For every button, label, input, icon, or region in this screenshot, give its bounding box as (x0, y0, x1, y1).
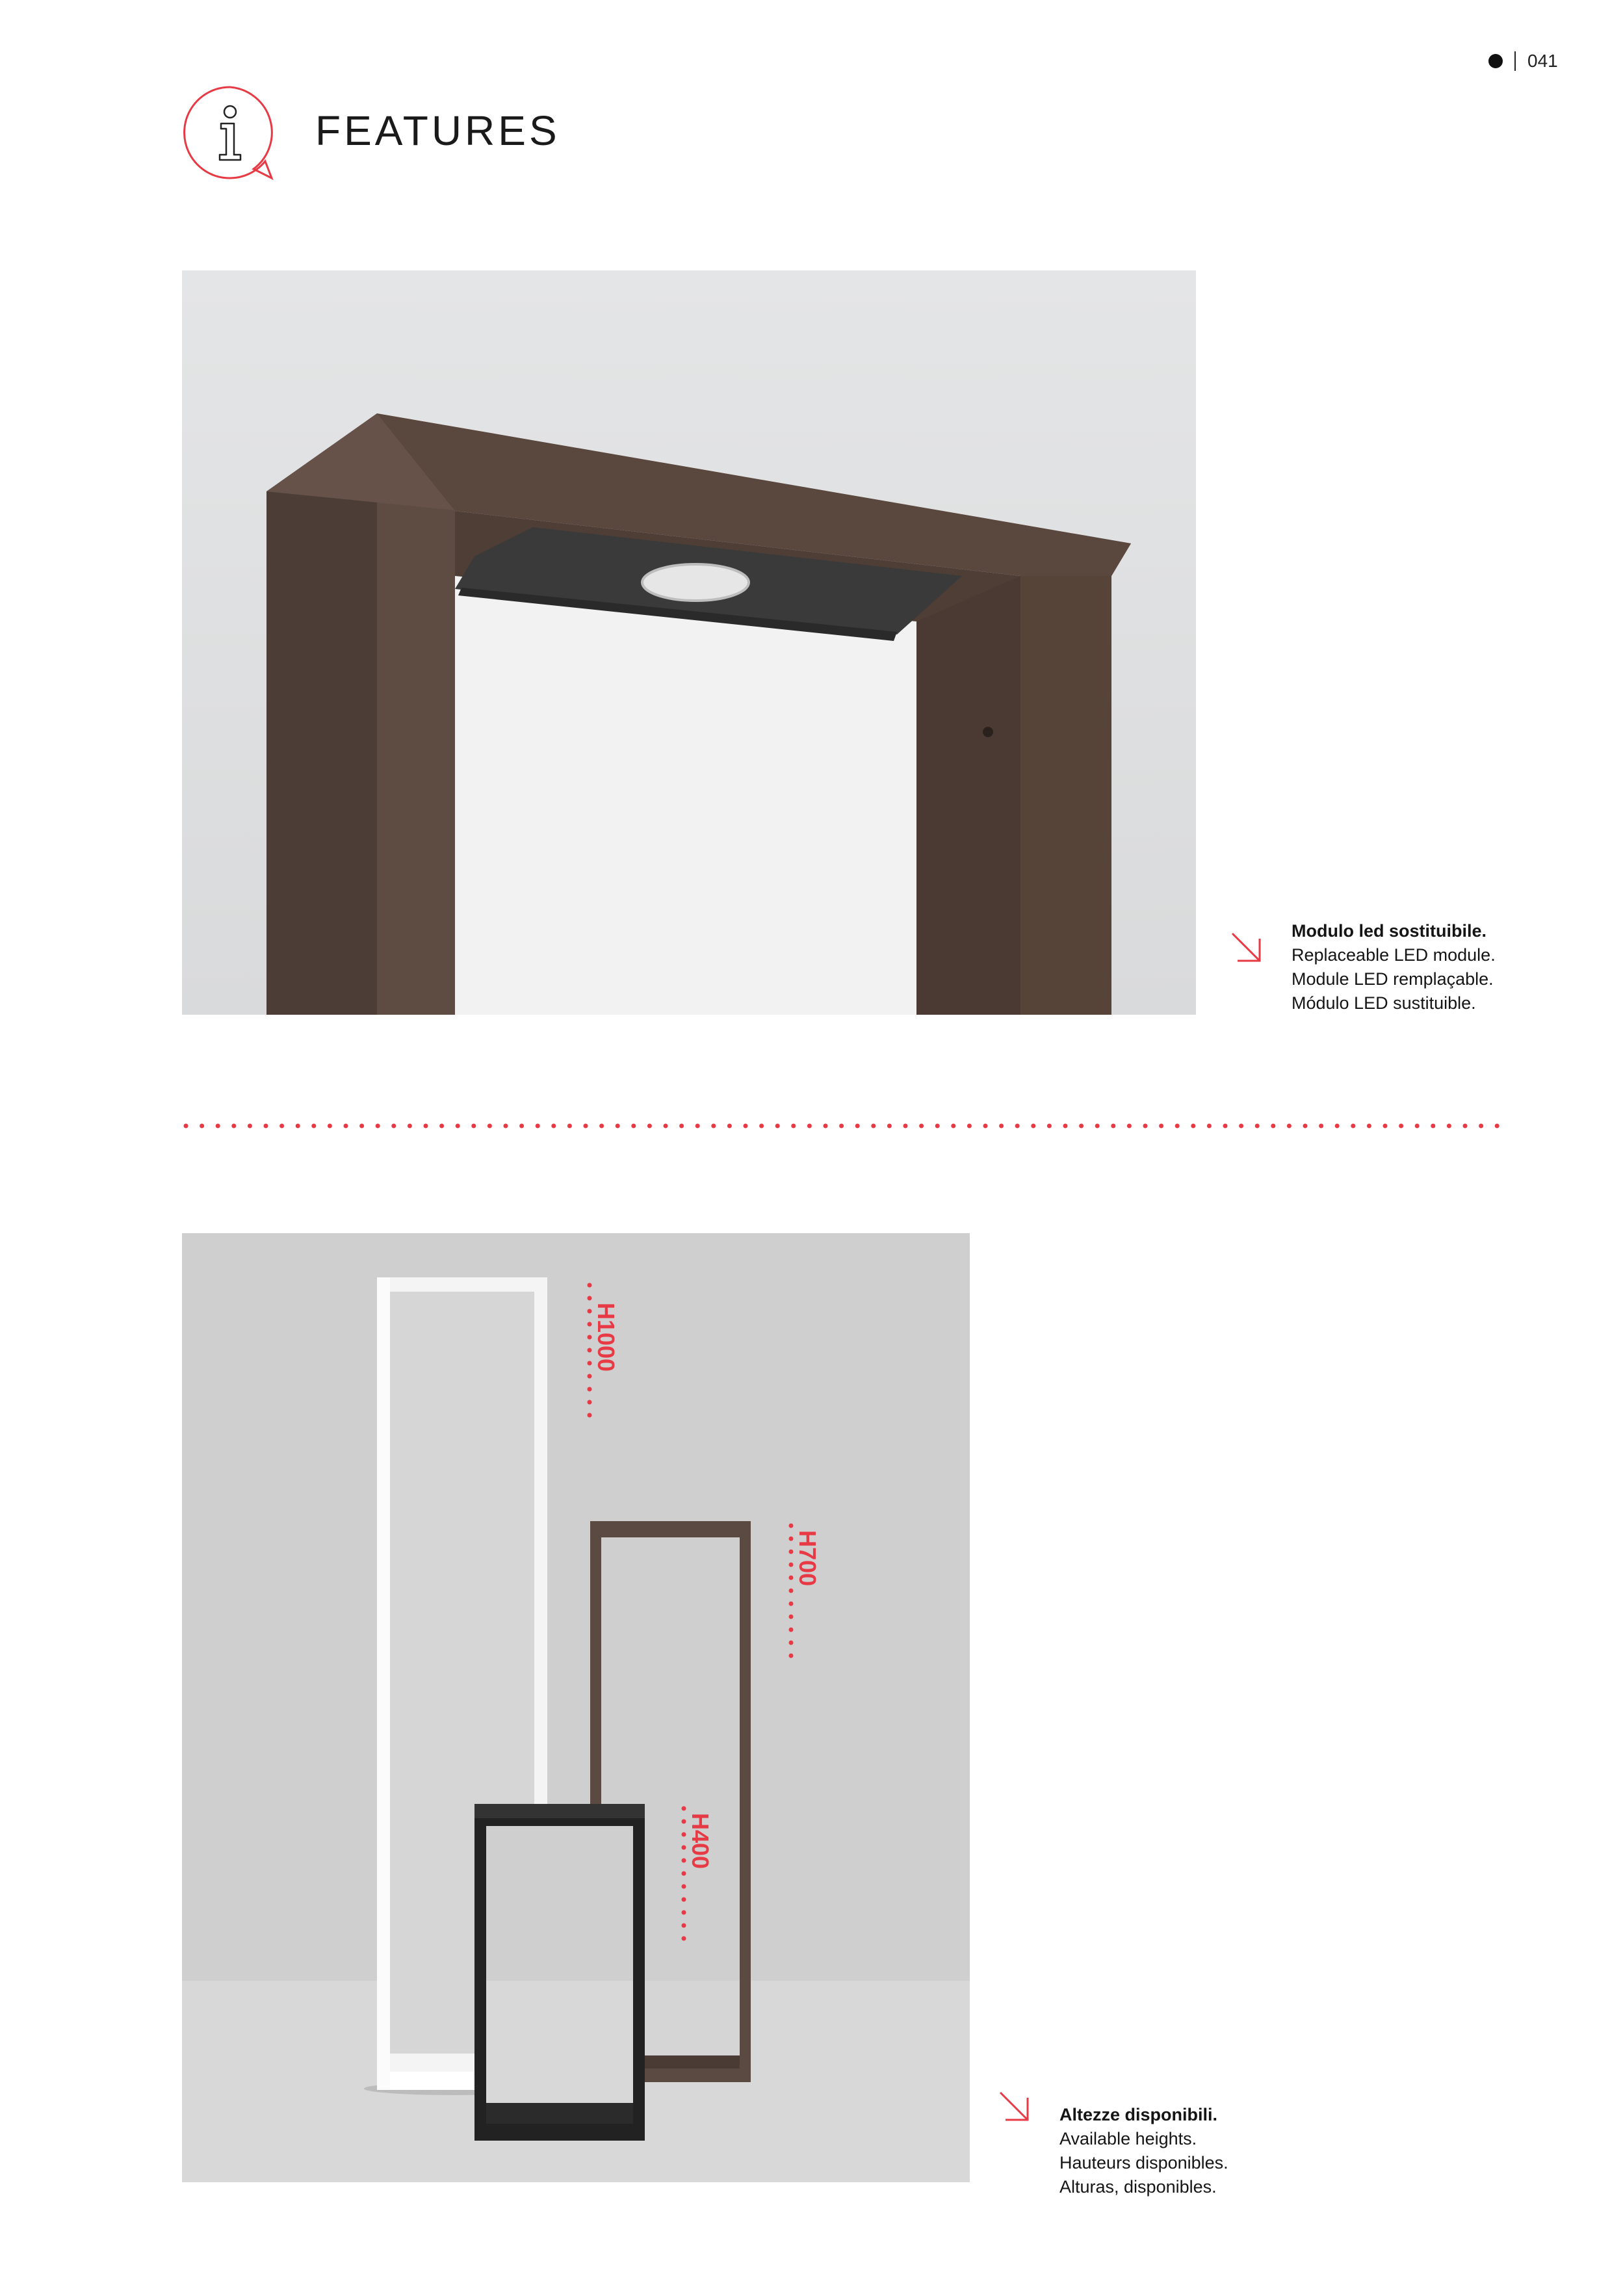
product-photo-led-module (182, 270, 1196, 1015)
arrow-down-right-icon (996, 2089, 1033, 2125)
page-number-text: 041 (1527, 51, 1558, 71)
feature-title: Altezze disponibili. (1059, 2105, 1218, 2124)
height-label-h400: H400 (687, 1812, 714, 1870)
feature-line: Replaceable LED module. (1292, 945, 1496, 965)
info-speech-icon (181, 83, 279, 182)
feature-line: Hauteurs disponibles. (1059, 2153, 1228, 2172)
height-label-h700: H700 (794, 1530, 821, 1587)
feature-caption-heights (1059, 2103, 1228, 2199)
height-label-h1000: H1000 (593, 1302, 619, 1372)
feature-caption-led-module (1292, 919, 1496, 1015)
arrow-down-right-icon (1228, 930, 1265, 966)
feature-title: Modulo led sostituibile. (1292, 921, 1487, 941)
feature-line: Módulo LED sustituible. (1292, 993, 1476, 1013)
product-photo-heights (182, 1233, 970, 2182)
separator (1514, 51, 1516, 71)
page-number (1488, 51, 1558, 72)
page-title: FEATURES (315, 107, 560, 154)
feature-line: Module LED remplaçable. (1292, 969, 1494, 989)
dotted-divider (183, 1123, 1513, 1129)
bullet-dot (1488, 54, 1503, 68)
feature-line: Alturas, disponibles. (1059, 2177, 1217, 2197)
feature-line: Available heights. (1059, 2129, 1197, 2148)
bollard-h400 (474, 1804, 645, 2141)
